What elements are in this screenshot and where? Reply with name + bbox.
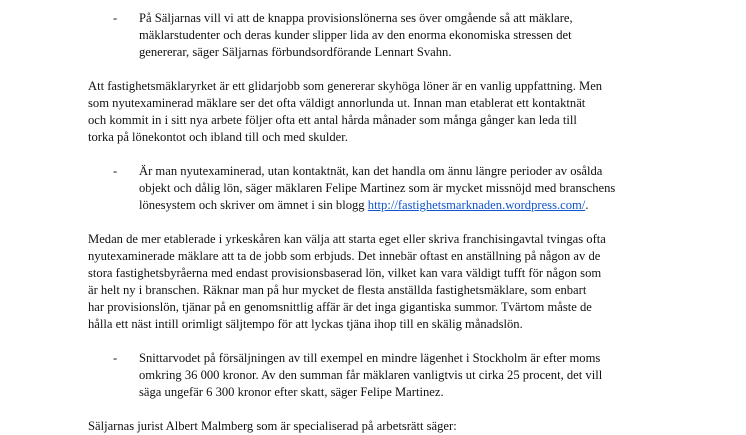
text-line: mäklarstudenter och deras kunder slipper lida av den enorma ekonomiska stressen det <box>139 28 572 42</box>
text-line: Att fastighetsmäklaryrket är ett glidarjobb som genererar skyhöga löner är en vanlig uppfattning. Men <box>88 79 603 93</box>
text-line: är helt ny i branschen. Räknar man på hur mycket de flesta anställda fastighetsmäklare, som enbart <box>88 283 587 297</box>
paragraph-albert-malmberg <box>88 418 688 435</box>
text-fragment: lönesystem och skriver om ämnet i sin blogg <box>139 198 368 212</box>
quote-felipe-martinez-fee <box>88 350 688 401</box>
text-fragment: . <box>585 198 589 212</box>
quote-lennart-svahn <box>88 10 688 61</box>
text-line: stora fastighetsbyråerna med endast provisionsbaserad lön, vilket kan vara väldigt tufft för någon som <box>88 266 602 280</box>
text-line: genererar, säger Säljarnas förbundsordförande Lennart Svahn. <box>139 45 452 59</box>
text-line: objekt och dålig lön, säger mäklaren Felipe Martinez som är mycket missnöjd med branschens <box>139 181 616 195</box>
text-line: På Säljarnas vill vi att de knappa provisionslönerna ses över omgående så att mäklare, <box>139 11 573 25</box>
text-line: Medan de mer etablerade i yrkeskåren kan välja att starta eget eller skriva franchisingavtal tvingas ofta <box>88 232 606 246</box>
text-line: Snittarvodet på försäljningen av till exempel en mindre lägenhet i Stockholm är efter moms <box>139 351 601 365</box>
text-line: har provisionslön, tjänar på en genomsnittlig affär är det inga gigantiska summor. Tvärtom måste de <box>88 300 592 314</box>
list-dash: - <box>113 11 118 25</box>
text-line: som nyutexaminerad mäklare ser det ofta väldigt annorlunda ut. Innan man etablerat ett kontaktnät <box>88 96 586 110</box>
text-line: omkring 36 000 kronor. Av den summan får mäklaren vanligtvis ut cirka 25 procent, det vill <box>139 368 603 382</box>
text-line: hålla ett näst intill orimligt säljtempo för att lyckas tjäna ihop till en skälig månadslön. <box>88 317 523 331</box>
quote-felipe-martinez-blog <box>88 163 688 214</box>
text-line: säga ungefär 6 300 kronor efter skatt, säger Felipe Martinez. <box>139 385 444 399</box>
list-dash: - <box>113 164 118 178</box>
text-line-with-link <box>139 197 688 214</box>
paragraph-intro <box>88 78 688 146</box>
text-line: Säljarnas jurist Albert Malmberg som är specialiserad på arbetsrätt säger: <box>88 419 457 433</box>
text-line: torka på lönekontot och ibland till och med skulder. <box>88 130 348 144</box>
paragraph-established-brokers <box>88 231 688 333</box>
text-line: Är man nyutexaminerad, utan kontaktnät, kan det handla om ännu längre perioder av osålda <box>139 164 603 178</box>
text-line: och kommit in i sitt nya arbete följer ofta ett antal hårda månader som många gånger kan leda till <box>88 113 577 127</box>
document-body <box>88 10 688 435</box>
list-dash: - <box>113 351 118 365</box>
blog-link[interactable]: http://fastighetsmarknaden.wordpress.com/ <box>367 198 586 212</box>
text-line: nyutexaminerade mäklare att ta de jobb som erbjuds. Det innebär oftast en anställning på någon av de <box>88 249 601 263</box>
